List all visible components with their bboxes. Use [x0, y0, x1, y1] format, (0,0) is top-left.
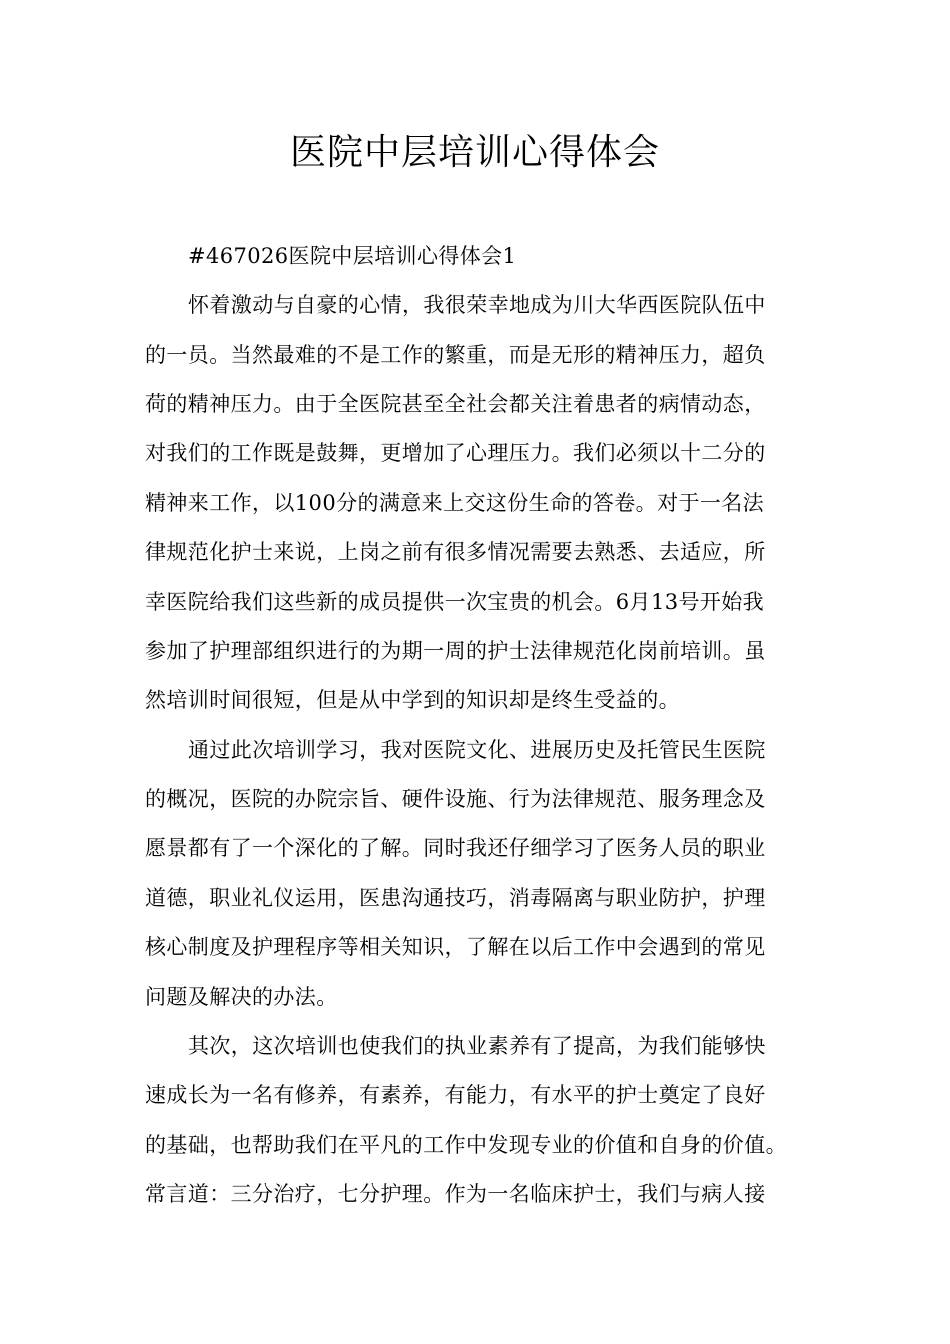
- document-line: 常言道：三分治疗，七分护理。作为一名临床护士，我们与病人接: [145, 1182, 766, 1206]
- document-line: 的一员。当然最难的不是工作的繁重，而是无形的精神压力，超负: [145, 343, 766, 367]
- document-line: 怀着激动与自豪的心情，我很荣幸地成为川大华西医院队伍中: [188, 293, 766, 317]
- document-line: 荷的精神压力。由于全医院甚至全社会都关注着患者的病情动态，: [145, 392, 766, 416]
- document-line: 对我们的工作既是鼓舞，更增加了心理压力。我们必须以十二分的: [145, 441, 766, 465]
- document-line: 的概况，医院的办院宗旨、硬件设施、行为法律规范、服务理念及: [145, 787, 766, 811]
- document-title: 医院中层培训心得体会: [289, 132, 660, 173]
- document-line: 道德，职业礼仪运用，医患沟通技巧，消毒隔离与职业防护，护理: [145, 886, 766, 910]
- document-line: 律规范化护士来说，上岗之前有很多情况需要去熟悉、去适应，所: [145, 540, 766, 564]
- document-line: 其次，这次培训也使我们的执业素养有了提高，为我们能够快: [188, 1034, 766, 1058]
- document-line: 然培训时间很短，但是从中学到的知识却是终生受益的。: [145, 688, 680, 712]
- document-line: 速成长为一名有修养，有素养，有能力，有水平的护士奠定了良好: [145, 1083, 766, 1107]
- document-line: 通过此次培训学习，我对医院文化、进展历史及托管民生医院: [188, 738, 766, 762]
- document-line: 精神来工作，以100分的满意来上交这份生命的答卷。对于一名法: [145, 491, 765, 515]
- document-line: 参加了护理部组织进行的为期一周的护士法律规范化岗前培训。虽: [145, 639, 766, 663]
- document-line: 问题及解决的办法。: [145, 985, 338, 1009]
- document-line: 的基础，也帮助我们在平凡的工作中发现专业的价值和自身的价值。: [145, 1133, 787, 1157]
- document-line: #467026医院中层培训心得体会1: [188, 244, 517, 268]
- document-line: 核心制度及护理程序等相关知识，了解在以后工作中会遇到的常见: [145, 935, 766, 959]
- document-line: 幸医院给我们这些新的成员提供一次宝贵的机会。6月13号开始我: [145, 590, 765, 614]
- document-line: 愿景都有了一个深化的了解。同时我还仔细学习了医务人员的职业: [145, 836, 766, 860]
